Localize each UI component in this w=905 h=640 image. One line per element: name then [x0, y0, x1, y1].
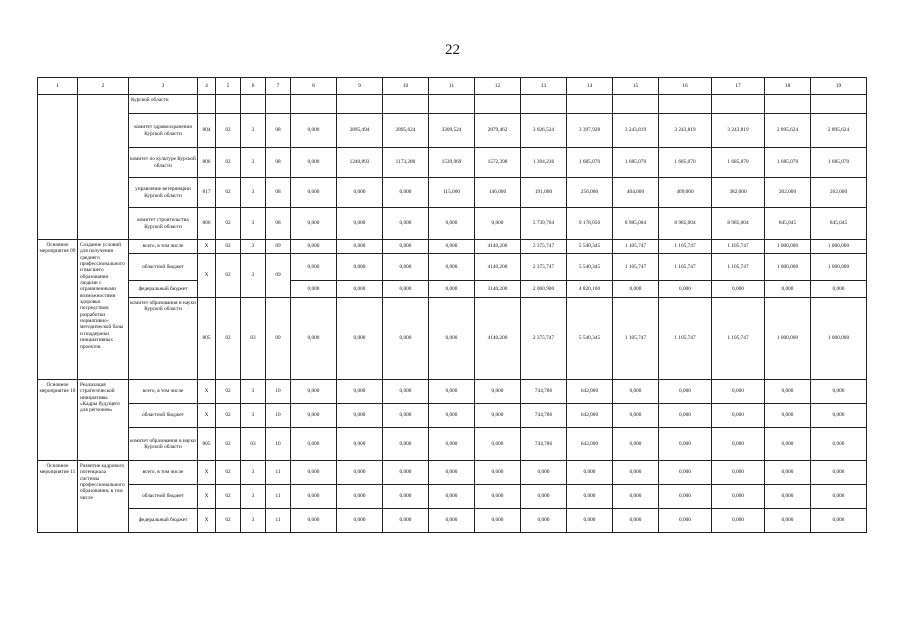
- value-cell: 0,000: [475, 428, 521, 461]
- code-cell: 3: [241, 178, 266, 208]
- value-cell: 0,000: [613, 428, 659, 461]
- code-cell: Х: [198, 509, 216, 533]
- value-cell: 744,786: [521, 380, 567, 404]
- value-cell: 0,000: [383, 254, 429, 281]
- value-cell: 0,000: [521, 461, 567, 485]
- value-cell: 0,000: [659, 380, 712, 404]
- code-cell: 3: [241, 240, 266, 254]
- empty-cell: [475, 95, 521, 114]
- column-number: 14: [567, 78, 613, 95]
- value-cell: 845,045: [811, 208, 867, 240]
- value-cell: 1 105,747: [659, 254, 712, 281]
- value-cell: 744,786: [521, 404, 567, 428]
- column-number: 6: [241, 78, 266, 95]
- value-cell: 0,000: [712, 461, 765, 485]
- value-cell: 115,000: [429, 178, 475, 208]
- value-cell: 0,000: [291, 178, 337, 208]
- value-cell: 0,000: [475, 404, 521, 428]
- value-cell: 0,000: [811, 404, 867, 428]
- code-cell: 09: [266, 254, 291, 298]
- value-cell: 0,000: [712, 428, 765, 461]
- executor-cell: федеральный бюджет: [129, 281, 198, 298]
- code-cell: 3: [241, 114, 266, 148]
- value-cell: 3140,200: [475, 281, 521, 298]
- value-cell: 9 178,056: [567, 208, 613, 240]
- code-cell: Х: [198, 485, 216, 509]
- value-cell: 1 105,747: [712, 240, 765, 254]
- code-cell: 805: [198, 298, 216, 380]
- value-cell: 0,000: [429, 281, 475, 298]
- value-cell: 1 105,747: [613, 298, 659, 380]
- code-cell: 02: [216, 380, 241, 404]
- value-cell: 0,000: [383, 380, 429, 404]
- executor-cell: комитет по культуре Курской области: [129, 148, 198, 178]
- value-cell: 2895,624: [383, 114, 429, 148]
- activity-name-cell: Развитие кадрового потенциала системы профессионального образования, в том числе: [78, 461, 129, 533]
- column-number: 17: [712, 78, 765, 95]
- column-number: 11: [429, 78, 475, 95]
- table-row: [38, 178, 867, 208]
- value-cell: 4 820,100: [567, 281, 613, 298]
- value-cell: 0,000: [291, 509, 337, 533]
- value-cell: 1 394,236: [521, 148, 567, 178]
- value-cell: 0,000: [712, 485, 765, 509]
- value-cell: 2 375,747: [521, 298, 567, 380]
- code-cell: 3: [241, 380, 266, 404]
- code-cell: 11: [266, 485, 291, 509]
- empty-cell: [291, 95, 337, 114]
- column-number: 8: [291, 78, 337, 95]
- value-cell: 0,000: [337, 208, 383, 240]
- value-cell: 0,000: [765, 380, 811, 404]
- empty-cell: [659, 95, 712, 114]
- value-cell: 5 540,345: [567, 254, 613, 281]
- value-cell: 0,000: [383, 428, 429, 461]
- value-cell: 1 685,070: [765, 148, 811, 178]
- activity-number-cell: Основное мероприятие 10: [38, 380, 78, 461]
- executor-cell: областной бюджет: [129, 485, 198, 509]
- value-cell: 409,000: [659, 178, 712, 208]
- activity-name-cell: Создание условий для получения среднего профессионального и высшего образования людьми с ограниченными возможностями здоровья посредством разработки нормативно-методической базы и поддержки инициативных проектов: [78, 240, 129, 380]
- value-cell: 2 375,747: [521, 240, 567, 254]
- code-cell: 08: [266, 208, 291, 240]
- code-cell: 3: [241, 461, 266, 485]
- code-cell: 02: [216, 404, 241, 428]
- value-cell: 0,000: [613, 380, 659, 404]
- executor-cell: областной бюджет: [129, 404, 198, 428]
- code-cell: 11: [266, 461, 291, 485]
- code-cell: 03: [241, 298, 266, 380]
- value-cell: 0,000: [291, 114, 337, 148]
- executor-cell: комитет здравоохранения Курской области: [129, 114, 198, 148]
- activity-number-cell: Основное мероприятие 11: [38, 461, 78, 533]
- page-number: 22: [445, 42, 460, 58]
- executor-cell: управление ветеринарии Курской области: [129, 178, 198, 208]
- value-cell: 0,000: [811, 428, 867, 461]
- value-cell: 0,000: [659, 428, 712, 461]
- value-cell: 191,000: [521, 178, 567, 208]
- code-cell: 02: [216, 485, 241, 509]
- value-cell: 0,000: [337, 461, 383, 485]
- code-cell: 09: [266, 240, 291, 254]
- value-cell: 5 540,345: [567, 298, 613, 380]
- value-cell: 0,000: [521, 485, 567, 509]
- code-cell: Х: [198, 254, 216, 298]
- value-cell: 0,000: [291, 298, 337, 380]
- code-cell: 02: [216, 509, 241, 533]
- code-cell: 02: [216, 254, 241, 298]
- column-number: 4: [198, 78, 216, 95]
- column-number: 10: [383, 78, 429, 95]
- code-cell: 3: [241, 404, 266, 428]
- code-cell: 02: [216, 178, 241, 208]
- code-cell: Х: [198, 240, 216, 254]
- value-cell: 5 739,704: [521, 208, 567, 240]
- table-row: [38, 509, 867, 533]
- table-row: [38, 114, 867, 148]
- code-cell: 02: [216, 461, 241, 485]
- value-cell: 1 105,747: [613, 254, 659, 281]
- value-cell: 0,000: [765, 404, 811, 428]
- empty-cell: [198, 95, 216, 114]
- value-cell: 0,000: [567, 461, 613, 485]
- column-number: 9: [337, 78, 383, 95]
- value-cell: 0,000: [475, 208, 521, 240]
- value-cell: 1 105,747: [712, 254, 765, 281]
- code-cell: Х: [198, 461, 216, 485]
- value-cell: 4140,200: [475, 240, 521, 254]
- code-cell: 08: [266, 114, 291, 148]
- code-cell: 02: [216, 298, 241, 380]
- code-cell: 08: [266, 178, 291, 208]
- value-cell: 3 026,524: [521, 114, 567, 148]
- value-cell: 0,000: [383, 509, 429, 533]
- value-cell: 1 000,000: [765, 254, 811, 281]
- activity-name-cell: [78, 95, 129, 240]
- value-cell: 1 105,747: [659, 298, 712, 380]
- value-cell: 0,000: [765, 428, 811, 461]
- value-cell: 262,000: [811, 178, 867, 208]
- value-cell: 2 895,624: [765, 114, 811, 148]
- value-cell: 0,000: [291, 404, 337, 428]
- table-row: [38, 148, 867, 178]
- code-cell: 02: [216, 148, 241, 178]
- activity-number-cell: [38, 95, 78, 240]
- executor-cell: комитет образования и науки Курской области: [129, 298, 198, 380]
- value-cell: 8 985,004: [613, 208, 659, 240]
- value-cell: 1 000,000: [811, 298, 867, 380]
- value-cell: 0,000: [291, 380, 337, 404]
- value-cell: 0,000: [291, 461, 337, 485]
- value-cell: 0,000: [429, 404, 475, 428]
- value-cell: 2 375,747: [521, 254, 567, 281]
- value-cell: 0,000: [429, 240, 475, 254]
- column-number: 18: [765, 78, 811, 95]
- value-cell: 0,000: [383, 485, 429, 509]
- value-cell: 744,786: [521, 428, 567, 461]
- value-cell: 0,000: [429, 461, 475, 485]
- value-cell: 0,000: [811, 461, 867, 485]
- column-number: 3: [129, 78, 198, 95]
- value-cell: 0,000: [337, 380, 383, 404]
- value-cell: 0,000: [712, 404, 765, 428]
- value-cell: 256,000: [567, 178, 613, 208]
- table-row: [38, 281, 867, 298]
- value-cell: 0,000: [659, 281, 712, 298]
- value-cell: 0,000: [291, 208, 337, 240]
- table-row: [38, 254, 867, 281]
- value-cell: 0,000: [429, 509, 475, 533]
- column-number: 2: [78, 78, 129, 95]
- table-row: [38, 461, 867, 485]
- value-cell: 642,000: [567, 380, 613, 404]
- value-cell: 1 105,747: [712, 298, 765, 380]
- code-cell: 806: [198, 148, 216, 178]
- table-body: [38, 78, 867, 533]
- value-cell: 1 000,000: [765, 240, 811, 254]
- value-cell: 3 243,819: [613, 114, 659, 148]
- value-cell: 1572,398: [475, 148, 521, 178]
- value-cell: 0,000: [811, 281, 867, 298]
- value-cell: 3 397,928: [567, 114, 613, 148]
- value-cell: 0,000: [291, 148, 337, 178]
- value-cell: 0,000: [475, 509, 521, 533]
- column-number-row: [38, 78, 867, 95]
- empty-cell: [567, 95, 613, 114]
- table-row: [38, 380, 867, 404]
- value-cell: 2895,494: [337, 114, 383, 148]
- value-cell: 0,000: [765, 281, 811, 298]
- value-cell: 1 685,070: [567, 148, 613, 178]
- table-row: [38, 428, 867, 461]
- table-row: [38, 95, 867, 114]
- value-cell: 1 685,070: [613, 148, 659, 178]
- value-cell: 0,000: [291, 254, 337, 281]
- value-cell: 0,000: [337, 509, 383, 533]
- budget-table: [37, 77, 867, 533]
- value-cell: 1173,280: [383, 148, 429, 178]
- value-cell: 0,000: [613, 509, 659, 533]
- column-number: 1: [38, 78, 78, 95]
- executor-cell: всего, в том числе: [129, 380, 198, 404]
- code-cell: 805: [198, 428, 216, 461]
- value-cell: 1 685,070: [659, 148, 712, 178]
- value-cell: 0,000: [337, 485, 383, 509]
- value-cell: 845,045: [765, 208, 811, 240]
- value-cell: 0,000: [475, 485, 521, 509]
- value-cell: 0,000: [429, 380, 475, 404]
- value-cell: 0,000: [659, 404, 712, 428]
- column-number: 15: [613, 78, 659, 95]
- code-cell: 3: [241, 509, 266, 533]
- value-cell: 1 105,747: [613, 240, 659, 254]
- value-cell: 0,000: [429, 485, 475, 509]
- empty-cell: [429, 95, 475, 114]
- activity-number-cell: Основное мероприятие 09: [38, 240, 78, 380]
- code-cell: 03: [241, 428, 266, 461]
- code-cell: 10: [266, 428, 291, 461]
- value-cell: 642,000: [567, 404, 613, 428]
- code-cell: 11: [266, 509, 291, 533]
- value-cell: 3 243,819: [712, 114, 765, 148]
- value-cell: 146,000: [475, 178, 521, 208]
- value-cell: 0,000: [475, 461, 521, 485]
- column-number: 16: [659, 78, 712, 95]
- code-cell: Х: [198, 380, 216, 404]
- value-cell: 0,000: [811, 485, 867, 509]
- table-row: [38, 298, 867, 380]
- executor-cell: федеральный бюджет: [129, 509, 198, 533]
- value-cell: 3 243,819: [659, 114, 712, 148]
- value-cell: 2879,462: [475, 114, 521, 148]
- value-cell: 0,000: [383, 461, 429, 485]
- column-number: 5: [216, 78, 241, 95]
- value-cell: 0,000: [383, 240, 429, 254]
- value-cell: 0,000: [383, 281, 429, 298]
- value-cell: 0,000: [291, 240, 337, 254]
- executor-cell: областной бюджет: [129, 254, 198, 281]
- table-row: [38, 240, 867, 254]
- value-cell: 382,000: [712, 178, 765, 208]
- code-cell: 806: [198, 208, 216, 240]
- value-cell: 0,000: [337, 404, 383, 428]
- value-cell: 0,000: [567, 485, 613, 509]
- value-cell: 1 685,070: [712, 148, 765, 178]
- code-cell: 08: [266, 148, 291, 178]
- value-cell: 1 685,070: [811, 148, 867, 178]
- empty-cell: [765, 95, 811, 114]
- value-cell: 0,000: [291, 281, 337, 298]
- column-number: 12: [475, 78, 521, 95]
- value-cell: 1 000,000: [811, 240, 867, 254]
- value-cell: 0,000: [765, 509, 811, 533]
- value-cell: 0,000: [383, 178, 429, 208]
- value-cell: 642,000: [567, 428, 613, 461]
- executor-cell: всего, в том числе: [129, 240, 198, 254]
- value-cell: 0,000: [613, 461, 659, 485]
- column-number: 19: [811, 78, 867, 95]
- executor-cell: всего, в том числе: [129, 461, 198, 485]
- value-cell: 0,000: [613, 281, 659, 298]
- code-cell: 3: [241, 208, 266, 240]
- value-cell: 8 985,004: [712, 208, 765, 240]
- value-cell: 0,000: [521, 509, 567, 533]
- value-cell: 404,000: [613, 178, 659, 208]
- empty-cell: [266, 95, 291, 114]
- value-cell: 0,000: [659, 509, 712, 533]
- code-cell: 804: [198, 114, 216, 148]
- value-cell: 1240,893: [337, 148, 383, 178]
- value-cell: 0,000: [765, 485, 811, 509]
- code-cell: 817: [198, 178, 216, 208]
- code-cell: 3: [241, 485, 266, 509]
- value-cell: 1539,969: [429, 148, 475, 178]
- code-cell: 02: [216, 240, 241, 254]
- value-cell: 1 000,000: [765, 298, 811, 380]
- table-row: [38, 404, 867, 428]
- value-cell: 0,000: [337, 298, 383, 380]
- empty-cell: [337, 95, 383, 114]
- value-cell: 0,000: [337, 254, 383, 281]
- value-cell: 1 000,000: [811, 254, 867, 281]
- value-cell: 0,000: [659, 461, 712, 485]
- value-cell: 0,000: [337, 240, 383, 254]
- executor-cell: Курской области: [129, 95, 198, 114]
- value-cell: 0,000: [337, 178, 383, 208]
- code-cell: 3: [241, 148, 266, 178]
- value-cell: 0,000: [429, 428, 475, 461]
- value-cell: 0,000: [659, 485, 712, 509]
- value-cell: 0,000: [383, 208, 429, 240]
- value-cell: 0,000: [383, 404, 429, 428]
- code-cell: 10: [266, 380, 291, 404]
- value-cell: 0,000: [337, 281, 383, 298]
- executor-cell: комитет строительства Курской области: [129, 208, 198, 240]
- empty-cell: [241, 95, 266, 114]
- value-cell: 1 105,747: [659, 240, 712, 254]
- value-cell: 4140,200: [475, 254, 521, 281]
- table-row: [38, 485, 867, 509]
- value-cell: 3309,524: [429, 114, 475, 148]
- column-number: 13: [521, 78, 567, 95]
- value-cell: 2 895,624: [811, 114, 867, 148]
- value-cell: 0,000: [291, 485, 337, 509]
- value-cell: 5 540,345: [567, 240, 613, 254]
- value-cell: 0,000: [567, 509, 613, 533]
- value-cell: 0,000: [429, 298, 475, 380]
- empty-cell: [383, 95, 429, 114]
- value-cell: 8 985,004: [659, 208, 712, 240]
- code-cell: 02: [216, 428, 241, 461]
- empty-cell: [521, 95, 567, 114]
- code-cell: 10: [266, 404, 291, 428]
- executor-cell: комитет образования и науки Курской области: [129, 428, 198, 461]
- value-cell: 0,000: [811, 509, 867, 533]
- column-number: 7: [266, 78, 291, 95]
- code-cell: 02: [216, 114, 241, 148]
- value-cell: 0,000: [613, 404, 659, 428]
- empty-cell: [712, 95, 765, 114]
- value-cell: 0,000: [475, 380, 521, 404]
- empty-cell: [811, 95, 867, 114]
- value-cell: 4140,200: [475, 298, 521, 380]
- value-cell: 0,000: [383, 298, 429, 380]
- value-cell: 0,000: [765, 461, 811, 485]
- table-row: [38, 208, 867, 240]
- value-cell: 0,000: [712, 380, 765, 404]
- value-cell: 0,000: [429, 254, 475, 281]
- value-cell: 0,000: [712, 281, 765, 298]
- value-cell: 2 060,900: [521, 281, 567, 298]
- empty-cell: [613, 95, 659, 114]
- activity-name-cell: Реализация стратегической инициативы «Кадры будущего для регионов»: [78, 380, 129, 461]
- code-cell: 02: [216, 208, 241, 240]
- value-cell: 0,000: [337, 428, 383, 461]
- value-cell: 0,000: [291, 428, 337, 461]
- value-cell: 262,000: [765, 178, 811, 208]
- code-cell: Х: [198, 404, 216, 428]
- value-cell: 0,000: [613, 485, 659, 509]
- code-cell: 09: [266, 298, 291, 380]
- code-cell: 3: [241, 254, 266, 298]
- value-cell: 0,000: [811, 380, 867, 404]
- value-cell: 0,000: [712, 509, 765, 533]
- empty-cell: [216, 95, 241, 114]
- value-cell: 0,000: [429, 208, 475, 240]
